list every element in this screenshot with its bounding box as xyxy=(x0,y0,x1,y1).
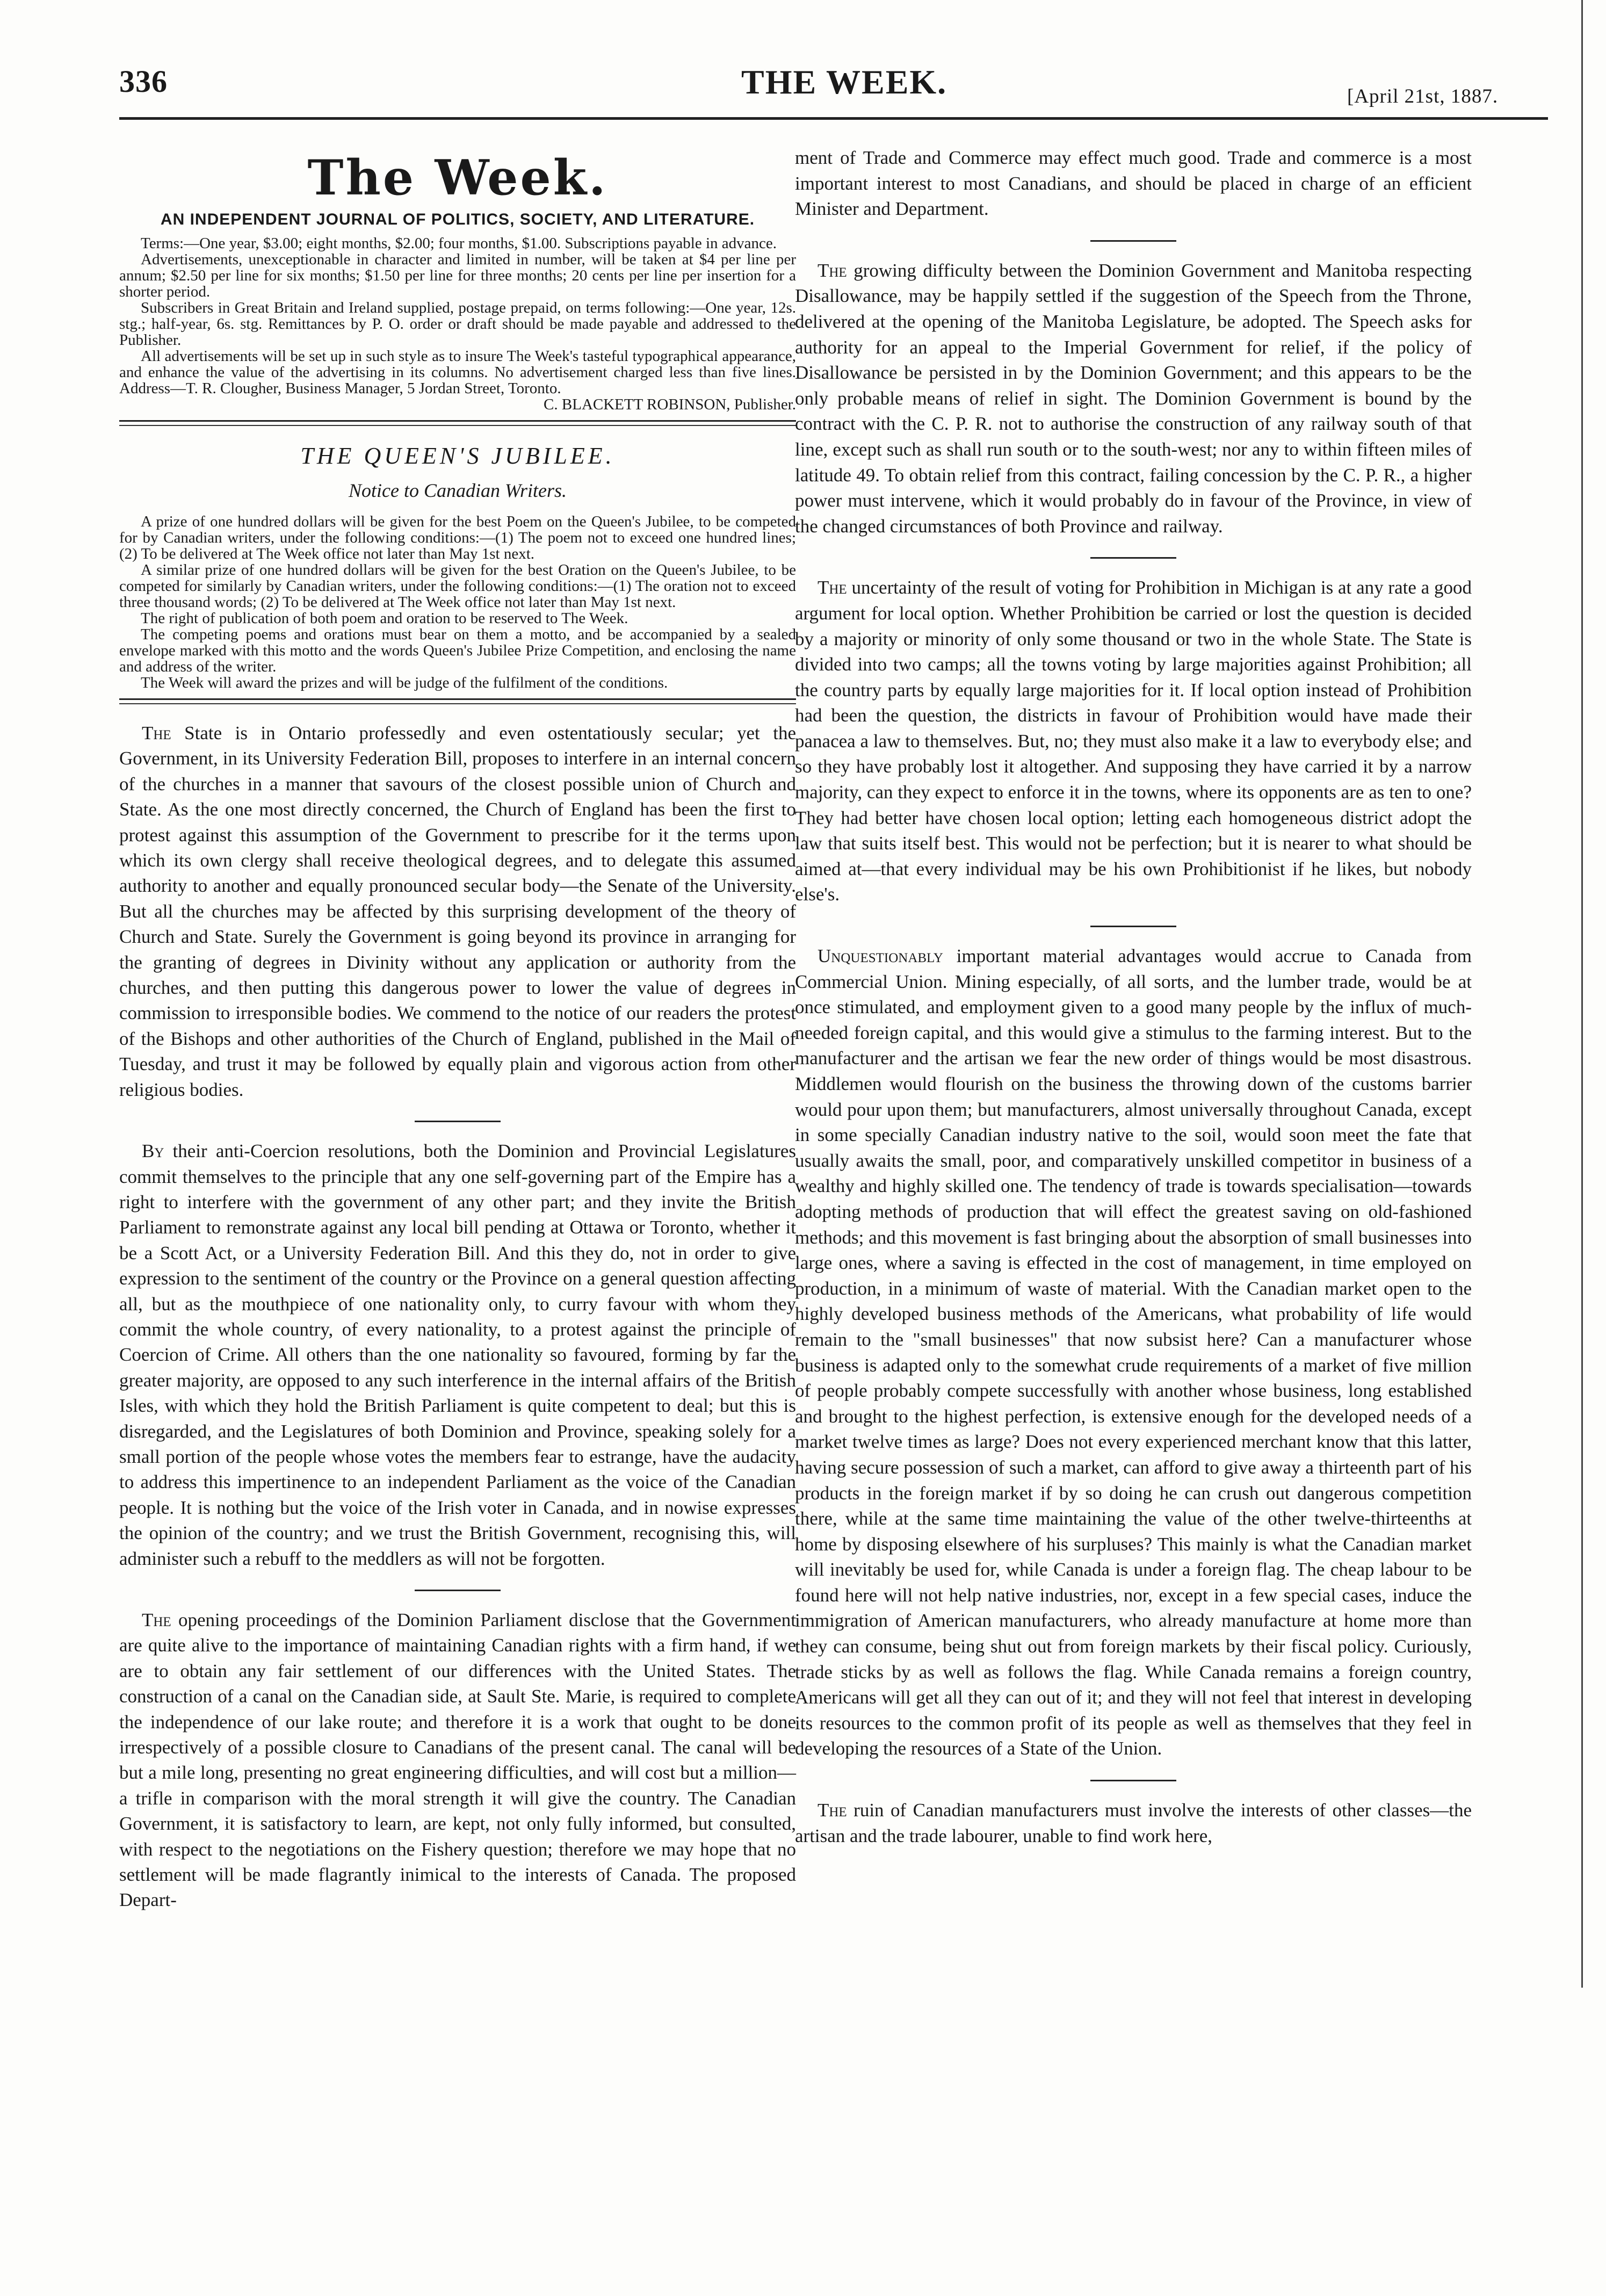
subscribers-notice: Subscribers in Great Britain and Ireland supplied, postage prepaid, on terms following:—One year, 12s. stg.; half-year, 6s. stg. Remittances by P. O. order or draft should be made payable and addressed to the Publisher. xyxy=(119,299,796,349)
publisher-line xyxy=(119,396,796,413)
lead-word: The xyxy=(142,723,171,743)
article-separator xyxy=(1090,1780,1176,1781)
jubilee-paragraph: A prize of one hundred dollars will be given for the best Poem on the Queen's Jubilee, to be competed for by Canadian writers, under the following conditions:—(1) The poem not to exceed one hundred lines; (2) To be delivered at The Week office not later than May 1st next. xyxy=(119,513,796,562)
masthead-title: The Week. xyxy=(307,149,608,206)
jubilee-title: THE QUEEN'S JUBILEE. xyxy=(300,443,615,469)
masthead-rule-thin xyxy=(119,425,796,426)
lead-word: Unquestionably xyxy=(818,945,943,967)
article-text: their anti-Coercion resolutions, both the Dominion and Provincial Legislatures commit themselves to the principle that any one self-governing part of the Empire has a right to interfere with the government of any other part; and they invite the British Parliament to remonstrate against any local bill pending at Ottawa or Toronto, whether it be a Scott Act, or a University Federation Bill. And this they do, not in order to give expression to the sentiment of the country or the Province on a general question affecting all, but as the mouthpiece of one nationality only, to curry favour with whom they commit the whole country, of every nationality, to a protest against the principle of Coercion of Crime. All others than the one nationality so favoured, forming by far the greater majority, are opposed to any such interference in the internal affairs of the British Isles, with which they hold the British Parliament is quite competent to deal; but this is disregarded, and the Legislatures of both Dominion and Province, speaking solely for a small portion of the people whose votes the members fear to estrange, have the audacity to address this impertinence to an independent Parliament as the voice of the Canadian people. It is nothing but the voice of the Irish voter in Canada, and in nowise expresses the opinion of the country; and we trust the British Government, recognising this, will administer such a rebuff to the meddlers as will not be forgotten. xyxy=(119,1140,796,1569)
article-paragraph xyxy=(119,720,796,1102)
page-number: 336 xyxy=(119,64,168,99)
running-title: THE WEEK. xyxy=(741,63,947,101)
publisher-name: C. BLACKETT ROBINSON, Publisher. xyxy=(544,396,796,413)
jubilee-paragraph: A similar prize of one hundred dollars will be given for the best Oration on the Queen's Jubilee, to be competed for similarly by Canadian writers, under the following conditions:—(1) The oration not to exceed three thousand words; (2) To be delivered at The Week office not later than May 1st next. xyxy=(119,561,796,611)
jubilee-paragraph: The right of publication of both poem and oration to be reserved to The Week. xyxy=(141,610,628,627)
lead-word: The xyxy=(818,259,847,281)
article-paragraph xyxy=(795,258,1472,539)
jubilee-paragraph: The competing poems and orations must bear on them a motto, and be accompanied by a sealed envelope marked with this motto and the words Queen's Jubilee Prize Competition, and enclosing the name and address of the writer. xyxy=(119,626,796,675)
article-text: growing difficulty between the Dominion Government and Manitoba respecting Disallowance, may be happily settled if the suggestion of the Speech from the Throne, delivered at the opening of the Manitoba Legislature, be adopted. The Speech asks for authority for an appeal to the Imperial Government for relief, if the policy of Disallowance be persisted in by the Dominion Government; and this appears to be the only probable means of relief in sight. The Dominion Government is bound by the contract with the C. P. R. not to authorise the construction of any railway south of that line, except such as shall run south or to the south-west; nor any to within fifteen miles of latitude 49. To obtain relief from this contract, failing concession by the C. P. R., a higher power must intervene, which it would probably do in favour of the Province, in view of the changed circumstances of both Province and railway. xyxy=(795,259,1472,537)
article-separator xyxy=(1090,240,1176,242)
jubilee-rule xyxy=(119,698,796,700)
right-column xyxy=(795,145,1472,1849)
article-separator xyxy=(415,1590,501,1591)
binding-edge xyxy=(1577,0,1587,1988)
masthead-subtitle: AN INDEPENDENT JOURNAL OF POLITICS, SOCIETY, AND LITERATURE. xyxy=(160,211,755,228)
terms-notice: Terms:—One year, $3.00; eight months, $2.00; four months, $1.00. Subscriptions payable in advance. xyxy=(141,235,777,252)
all-advertisements-notice: All advertisements will be set up in such style as to insure The Week's tasteful typographical appearance, and enhance the value of the advertising in its columns. No advertisement charged less than five lines. Address—T. R. Clougher, Business Manager, 5 Jordan Street, Toronto. xyxy=(119,348,796,397)
lead-word: The xyxy=(818,1800,847,1821)
article-text: uncertainty of the result of voting for Prohibition in Michigan is at any rate a good argument for local option. Whether Prohibition be carried or lost the question is decided by a majority or minority of only some thousand or two in the whole State. The State is divided into two camps; all the towns voting by large majorities against Prohibition; all the country parts by equally large majorities for it. If local option instead of Prohibition had been the question, the districts in favour of Prohibition would have made their panacea a law to themselves. But, no; they must also make it a law to everybody else; and so they have probably lost it altogether. And supposing they have carried it by a narrow majority, can they expect to enforce it in the towns, where its opponents are as ten to one? They had better have chosen local option; letting each homogeneous district adopt the law that suits itself best. This would not be perfection; but it is nearer to what should be aimed at—that every individual may be his own Prohibitionist if he likes, but nobody else's. xyxy=(795,577,1472,905)
jubilee-paragraph: The Week will award the prizes and will be judge of the fulfilment of the conditions. xyxy=(141,674,668,691)
header-rule xyxy=(119,117,1548,120)
advertisements-notice: Advertisements, unexceptionable in character and limited in number, will be taken at $4 per line per annum; $2.50 per line for six months; $1.50 per line for three months; 20 cents per line per insertion for a shorter period. xyxy=(119,251,796,300)
article-paragraph xyxy=(795,575,1472,907)
lead-word: By xyxy=(142,1140,164,1162)
left-column xyxy=(119,145,796,1913)
article-text: State is in Ontario professedly and even ostentatiously secular; yet the Government, in its University Federation Bill, proposes to interfere in an internal concern of the churches in a manner that savours of the closest possible union of Church and State. As the one most directly concerned, the Church of England has been the first to protest against this assumption of the Government to prescribe for it the terms upon which its own clergy shall receive theological degrees, and to delegate this assumed authority to another and equally pronounced secular body—the Senate of the University. But all the churches may be affected by this surprising development of the theory of Church and State. Surely the Government is going beyond its province in arranging for the granting of degrees in Divinity without any application or authority from the churches, and then putting this dangerous power to lower the value of degrees in commission to irresponsible bodies. We commend to the notice of our readers the protest of the Bishops and other authorities of the Church of England, published in the Mail of Tuesday, and trust it may be followed by equally plain and vigorous action from other religious bodies. xyxy=(119,723,796,1100)
article-text: ruin of Canadian manufacturers must involve the interests of other classes—the artisan and the trade labourer, unable to find work here, xyxy=(795,1800,1472,1846)
masthead-rule xyxy=(119,420,796,422)
article-paragraph xyxy=(795,145,1472,222)
jubilee-subtitle: Notice to Canadian Writers. xyxy=(348,480,567,501)
article-paragraph xyxy=(795,943,1472,1761)
article-text: opening proceedings of the Dominion Parliament disclose that the Government are quite alive to the importance of maintaining Canadian rights with a firm hand, if we are to obtain any fair settlement of our differences with the United States. The construction of a canal on the Canadian side, at Sault Ste. Marie, is required to complete the independence of our lake route; and therefore it is a work that ought to be done irrespectively of a possible closure to Canadians of the present canal. The canal will be but a mile long, presenting no great engineering difficulties, and will cost but a million—a trifle in comparison with the moral strength it will give the country. The Canadian Government, it is satisfactory to learn, are kept, not only fully informed, but consulted, with respect to the negotiations on the Fishery question; therefore we may hope that no settlement will be made flagrantly inimical to the interests of Canada. The proposed Depart- xyxy=(119,1609,796,1911)
article-paragraph xyxy=(119,1607,796,1913)
article-paragraph xyxy=(119,1138,796,1571)
article-text: important material advantages would accrue to Canada from Commercial Union. Mining especially, of all sorts, and the lumber trade, would be at once stimulated, and employment given to a good many people by the influx of much-needed foreign capital, and this would give a stimulus to the farming interest. But to the manufacturer and the artisan we fear the new order of things would be most disastrous. Middlemen would flourish on the business the throwing down of the customs barrier would pour upon them; but manufacturers, almost universally throughout Canada, except in some specially Canadian industry native to the soil, would soon meet the fate that usually awaits the small, poor, and comparatively unskilled competitor in business of a wealthy and highly skilled one. The tendency of trade is towards specialisation—towards adopting methods of production that will effect the greatest saving on old-fashioned methods; and this movement is fast bringing about the absorption of small businesses into large ones, where a saving is effected in the cost of management, in time employed on production, in a minimum of waste of material. With the Canadian market open to the highly developed business methods of the Americans, what probability of life would remain to the "small businesses" that now subsist here? Can a manufacturer whose business is adapted only to the somewhat crude requirements of a market of five million of people probably compete successfully with another whose business, long established and brought to the highest perfection, is extensive enough for the developed needs of a market twelve times as large? Does not every experienced merchant know that this latter, having secure possession of such a market, can afford to give away a thirteenth part of his products in the foreign market if by so doing he can crush out dangerous competition there, while at the same time maintaining the value of the other twelve-thirteenths at home by disposing elsewhere of his surpluses? This mainly is what the Canadian market will inevitably be used for, while Canada is under a foreign flag. The cheap labour to be found here will not help native industries, nor, except in a few special cases, induce the immigration of American manufacturers, who already manufacture at home more than they can consume, being shut out from foreign markets by their fiscal policy. Curiously, trade sticks by as well as follows the flag. While Canada remains a foreign country, Americans will get all they can out of it; and they will not feel that interest in developing its resources to the common profit of its people as well as themselves that they feel in developing the resources of a State of the Union. xyxy=(795,945,1472,1759)
issue-date: [April 21st, 1887. xyxy=(1347,85,1499,107)
article-separator xyxy=(1090,557,1176,559)
article-paragraph xyxy=(795,1797,1472,1849)
article-text: ment of Trade and Commerce may effect much good. Trade and commerce is a most important interest to most Canadians, and should be placed in charge of an efficient Minister and Department. xyxy=(795,147,1472,220)
article-separator xyxy=(415,1121,501,1122)
article-separator xyxy=(1090,926,1176,927)
lead-word: The xyxy=(142,1609,171,1630)
jubilee-rule-thin xyxy=(119,703,796,704)
lead-word: The xyxy=(818,577,847,598)
